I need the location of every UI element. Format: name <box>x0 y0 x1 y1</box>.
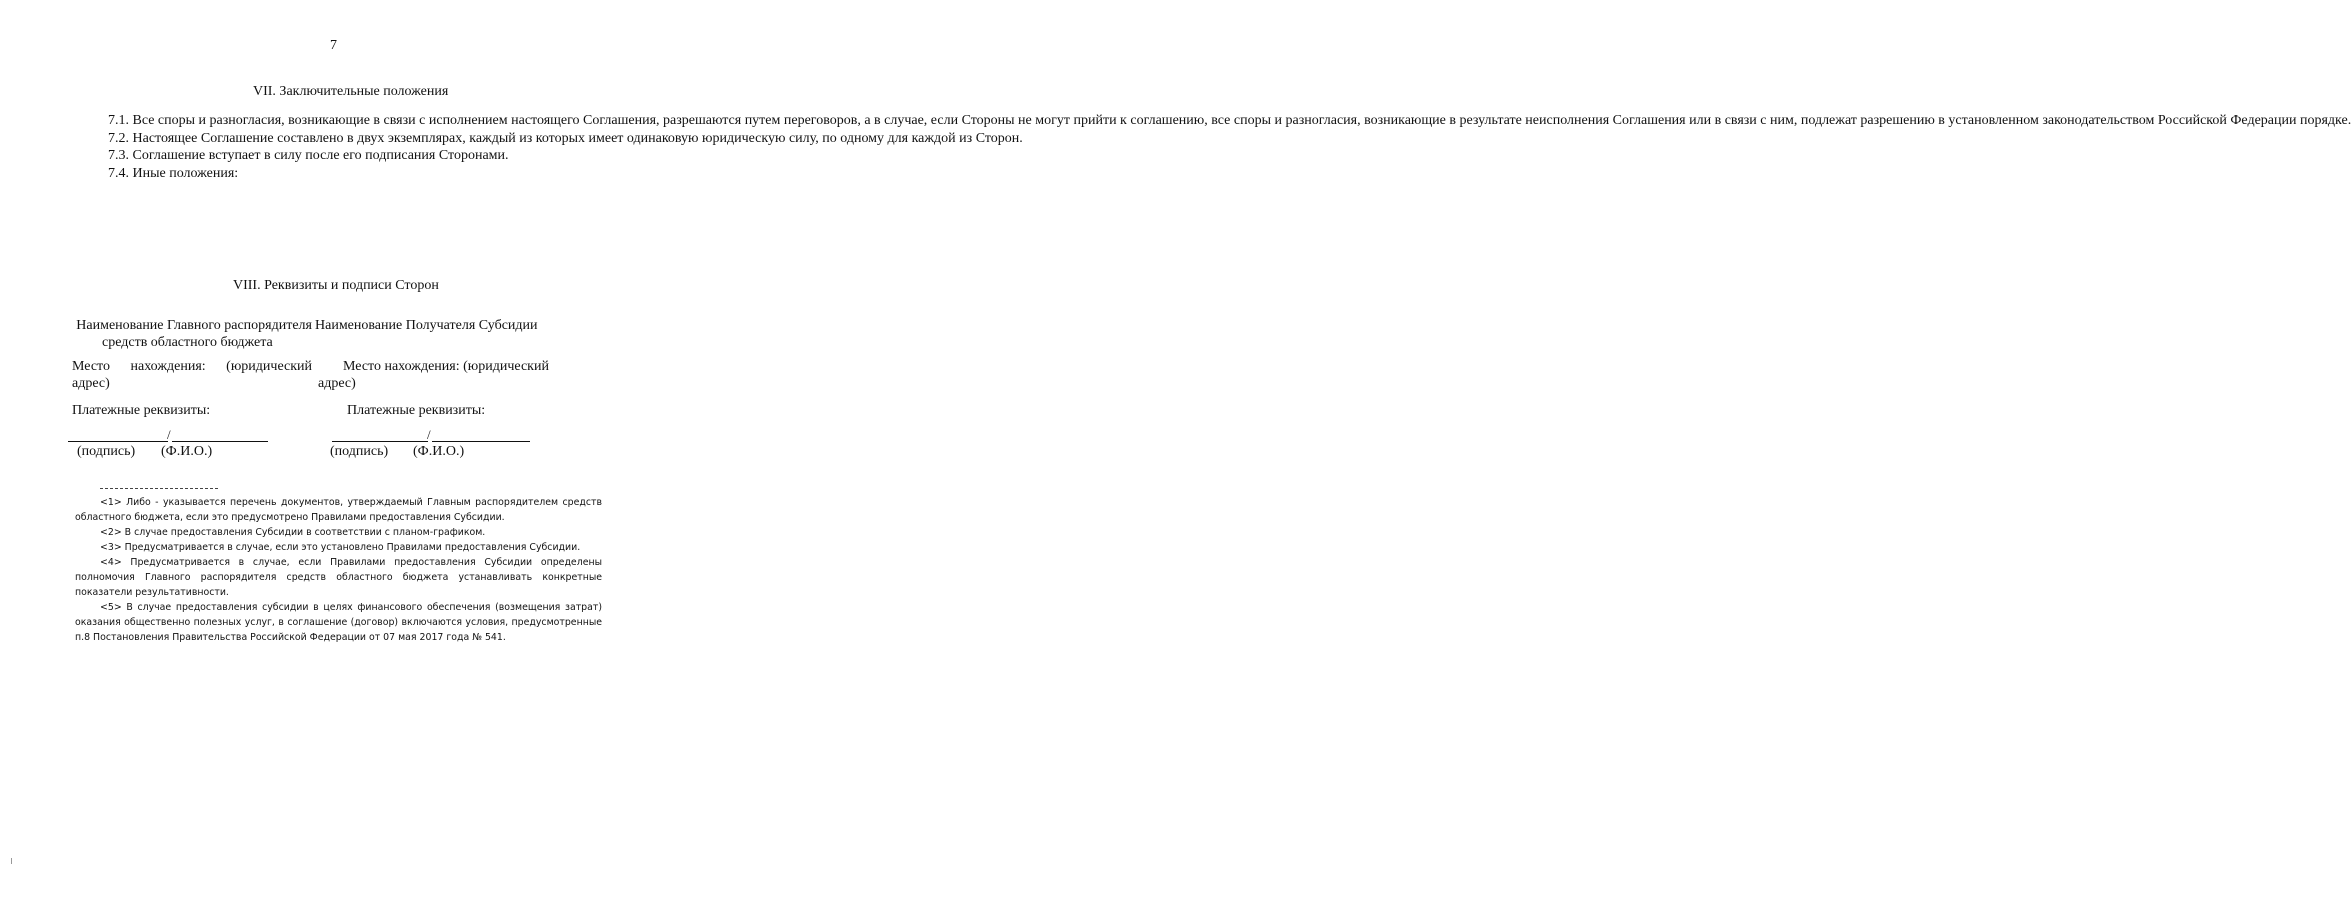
right-signature-line <box>332 441 428 442</box>
right-signature-slash: / <box>427 427 431 442</box>
right-sign-label: (подпись) <box>330 444 389 459</box>
right-fio-line <box>432 441 530 442</box>
footnote-2: <2> В случае предоставления Субсидии в соответствии с планом-графиком. <box>100 527 486 538</box>
left-fio-label: (Ф.И.О.) <box>161 444 213 459</box>
footnote-separator <box>100 488 218 489</box>
scan-mark <box>11 858 12 864</box>
section-7-title: VII. Заключительные положения <box>253 84 449 99</box>
paragraph-7-4: 7.4. Иные положения: <box>108 165 239 181</box>
paragraph-7-1: 7.1. Все споры и разногласия, возникающие в связи с исполнением настоящего Соглашения, разрешаются путем переговоров, а в случае, если Стороны не могут прийти к соглашению, все споры и разногласия, возникающие в результате неисполнения Соглашения или в связи с ним, подлежат разрешению в установленном законодательством Российской Федерации порядке. <box>108 113 2351 128</box>
page-number: 7 <box>330 38 337 53</box>
footnote-5: <5> В случае предоставления субсидии в целях финансового обеспечения (возмещения затрат) оказания общественно полезных услуг, в соглашение (договор) включаются условия, предусмотренные п.8 Постановления Правительства Российской Федерации от 07 мая 2017 года № 541. <box>75 602 602 643</box>
footnote-1: <1> Либо - указывается перечень документов, утверждаемый Главным распорядителем средств областного бюджета, если это предусмотрено Правилами предоставления Субсидии. <box>75 497 602 523</box>
right-party-address-line1: Место нахождения: (юридический <box>343 359 549 374</box>
left-party-name <box>72 317 312 351</box>
right-party-payment: Платежные реквизиты: <box>347 403 486 418</box>
left-fio-line <box>172 441 268 442</box>
section-8-title: VIII. Реквизиты и подписи Сторон <box>233 278 439 293</box>
left-sign-label: (подпись) <box>77 444 136 459</box>
left-signature-slash: / <box>167 427 171 442</box>
left-party-name-line2: средств областного бюджета <box>102 335 273 350</box>
footnote-3: <3> Предусматривается в случае, если это установлено Правилами предоставления Субсидии. <box>100 542 581 553</box>
left-party-address: Место нахождения: (юридический адрес) <box>72 359 312 391</box>
footnotes <box>75 495 602 645</box>
right-party-address <box>318 358 558 392</box>
footnote-4: <4> Предусматривается в случае, если Правилами предоставления Субсидии определены полномочия Главного распорядителя средств областного бюджета устанавливать конкретные показатели результативности. <box>75 557 602 598</box>
left-party-name-line1: Наименование Главного распорядителя <box>76 318 312 333</box>
right-party-address-line2: адрес) <box>318 376 356 391</box>
paragraph-7-3: 7.3. Соглашение вступает в силу после его подписания Сторонами. <box>108 148 509 163</box>
paragraph-7-2: 7.2. Настоящее Соглашение составлено в двух экземплярах, каждый из которых имеет одинаковую юридическую силу, по одному для каждой из Сторон. <box>108 130 1023 146</box>
section-7-body <box>88 112 2351 182</box>
right-fio-label: (Ф.И.О.) <box>413 444 465 459</box>
left-signature-line <box>68 441 168 442</box>
left-party-payment: Платежные реквизиты: <box>72 403 211 418</box>
right-party-name: Наименование Получателя Субсидии <box>315 318 538 333</box>
